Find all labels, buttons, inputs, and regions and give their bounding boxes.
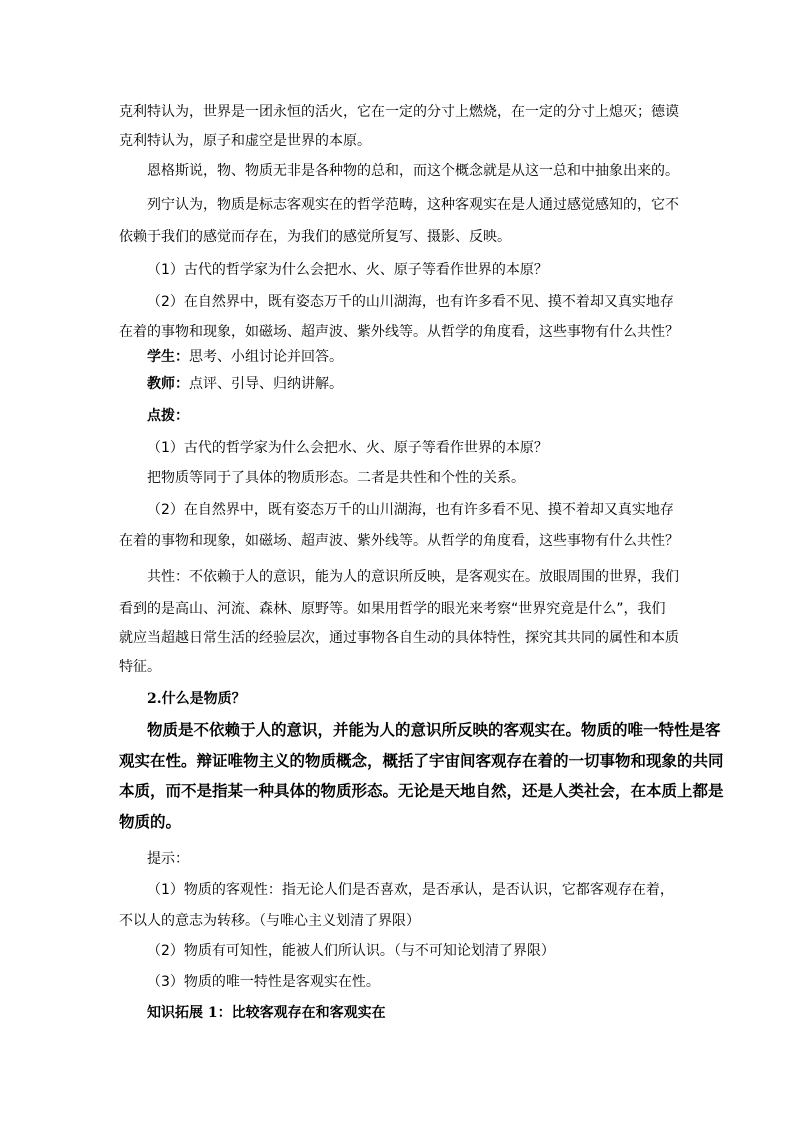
paragraph-line: 把物质等同于了具体的物质形态。二者是共性和个性的关系。 [147, 470, 525, 486]
paragraph-line: 克利特认为，世界是一团永恒的活火，它在一定的分寸上燃烧，在一定的分寸上熄灭；德谟 [119, 104, 679, 120]
section-heading: 2.什么是物质？ [147, 691, 246, 707]
question-line: 在着的事物和现象，如磁场、超声波、紫外线等。从哲学的角度看，这些事物有什么共性？ [119, 324, 679, 340]
paragraph-line: 恩格斯说，物、物质无非是各种物的总和，而这个概念就是从这一总和中抽象出来的。 [147, 163, 679, 179]
paragraph-line: 列宁认为，物质是标志客观实在的哲学范畴，这种客观实在是人通过感觉感知的，它不 [147, 197, 679, 213]
teacher-text: 点评、引导、归纳讲解。 [189, 376, 343, 392]
teacher-line [147, 374, 343, 394]
question-line: （2）在自然界中，既有姿态万千的山川湖海，也有许多看不见、摸不着却又真实地存 [147, 294, 674, 310]
tip-heading: 提示： [147, 851, 189, 867]
paragraph-line: 共性：不依赖于人的意识，能为人的意识所反映，是客观实在。放眼周围的世界，我们 [147, 569, 679, 585]
teacher-label: 教师： [147, 376, 189, 392]
student-text: 思考、小组讨论并回答。 [189, 349, 343, 365]
definition-line: 观实在性。辩证唯物主义的物质概念，概括了宇宙间客观存在着的一切事物和现象的共同 [119, 752, 724, 770]
paragraph-line: 克利特认为，原子和虚空是世界的本原。 [119, 133, 371, 149]
extension-heading: 知识拓展 1：比较客观存在和客观实在 [147, 1005, 386, 1021]
definition-line: 物质的。 [119, 813, 182, 831]
student-line [147, 347, 343, 367]
question-line: （2）在自然界中，既有姿态万千的山川湖海，也有许多看不见、摸不着却又真实地存 [147, 502, 674, 518]
definition-line: 物质是不依赖于人的意识，并能为人的意识所反映的客观实在。物质的唯一特性是客 [147, 721, 721, 739]
tip-line: （3）物质的唯一特性是客观实在性。 [147, 974, 380, 990]
paragraph-line: 看到的是高山、河流、森林、原野等。如果用哲学的眼光来考察“世界究竟是什么”，我们 [119, 601, 666, 617]
question-line: （1）古代的哲学家为什么会把水、火、原子等看作世界的本原？ [147, 262, 548, 278]
student-label: 学生： [147, 349, 189, 365]
question-line: 在着的事物和现象，如磁场、超声波、紫外线等。从哲学的角度看，这些事物有什么共性？ [119, 533, 679, 549]
hint-heading: 点拨： [147, 408, 189, 424]
paragraph-line: 依赖于我们的感觉而存在，为我们的感觉所复写、摄影、反映。 [119, 229, 511, 245]
question-line: （1）古代的哲学家为什么会把水、火、原子等看作世界的本原？ [147, 440, 548, 456]
definition-line: 本质，而不是指某一种具体的物质形态。无论是天地自然，还是人类社会，在本质上都是 [119, 782, 724, 800]
paragraph-line: 特征。 [119, 659, 161, 675]
tip-line: （1）物质的客观性：指无论人们是否喜欢，是否承认，是否认识，它都客观存在着， [147, 882, 674, 898]
tip-line: （2）物质有可知性，能被人们所认识。（与不可知论划清了界限） [147, 943, 555, 959]
tip-line: 不以人的意志为转移。（与唯心主义划清了界限） [119, 913, 420, 929]
paragraph-line: 就应当超越日常生活的经验层次，通过事物各自生动的具体特性，探究其共同的属性和本质 [119, 630, 679, 646]
